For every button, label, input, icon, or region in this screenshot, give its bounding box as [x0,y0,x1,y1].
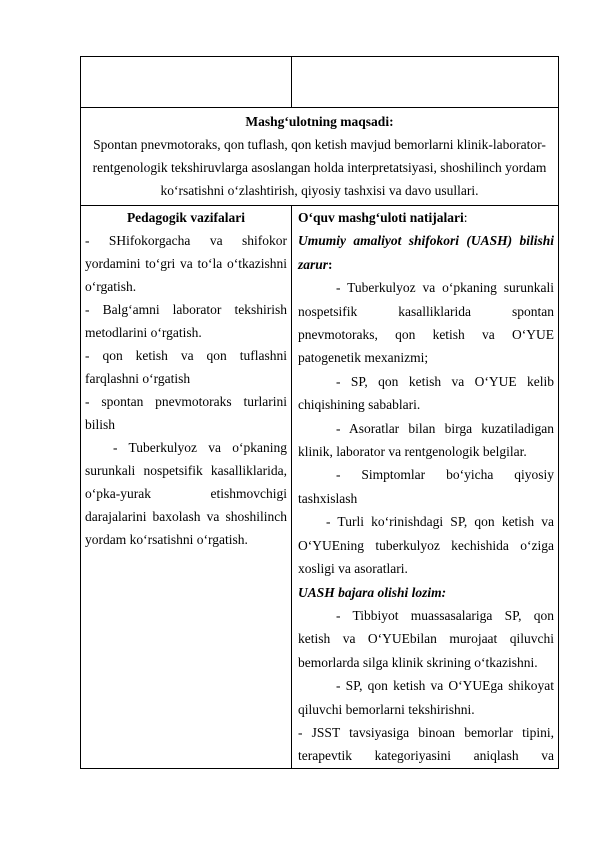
lesson-table [80,56,559,769]
results-cell [292,206,559,769]
empty-header-row [81,57,559,108]
must-do-item: - Tibbiyot muassasalariga SP, qon ketish va O‘YUEbilan murojaat qiluvchi bemorlarda silga klinik skrining o‘tkazishni. [298,607,554,670]
tasks-cell [81,206,292,769]
goal-heading: Mashg‘ulotning maqsadi: [245,114,394,129]
task-item: - qon ketish va qon tuflashni farqlashni o‘rgatish [85,348,287,386]
empty-cell-left [81,57,292,108]
task-item: - spontan pnevmotoraks turlarini bilish [85,394,287,432]
goal-text: Spontan pnevmotoraks, qon tuflash, qon ketish mavjud bemorlarni klinik-laborator-rentgenologik tekshiruvlarga asoslangan holda interpretatsiyasi, shoshilinch yordam ko‘rsatishni o‘zlashtirish, qiyosiy tashxisi va davo usullari. [92,137,547,198]
must-know-label: Umumiy amaliyot shifokori (UASH) bilishi zarur [298,233,554,272]
must-know-line [298,229,554,276]
tasks-heading: Pedagogik vazifalari [126,210,246,225]
must-know-suffix: : [328,256,333,272]
task-item: - Balg‘amni laborator tekshirish metodlarini o‘rgatish. [85,302,287,340]
task-item: - SHifokorgacha va shifokor yordamini to‘gri va to‘la o‘tkazishni o‘rgatish. [85,233,287,294]
goal-row [81,108,559,206]
must-know-item: - Tuberkulyoz va o‘pkaning surunkali nospetsifik kasalliklarida spontan pnevmotoraks, qon ketish va O‘YUE patogenetik mexanizmi; [298,280,554,366]
content-row [81,206,559,769]
empty-cell-right [292,57,559,108]
must-do-label: UASH bajara olishi lozim: [298,584,447,600]
task-item: - Tuberkulyoz va o‘pkaning surunkali nospetsifik kasalliklarida, o‘pka-yurak etishmovchigi darajalarini baxolash va shoshilinch yordam ko‘rsatishni o‘rgatish. [85,440,287,547]
must-know-item: - Simptomlar bo‘yicha qiyosiy tashxislash [298,467,554,506]
must-do-item: - JSST tavsiyasiga binoan bemorlar tipini, terapevtik kategoriyasini aniqlash va [298,724,554,764]
must-know-item: - Asoratlar bilan birga kuzatiladigan klinik, laborator va rentgenologik belgilar. [298,420,554,460]
goal-cell [81,108,559,206]
must-know-item: - Turli ko‘rinishdagi SP, qon ketish va O‘YUEning tuberkulyoz kechishida o‘ziga xosligi va asoratlari. [298,514,554,577]
results-heading-suffix: : [463,210,468,225]
must-know-item: - SP, qon ketish va O‘YUE kelib chiqishining sabablari. [298,373,554,413]
must-do-item: - SP, qon ketish va O‘YUEga shikoyat qiluvchi bemorlarni tekshirishni. [298,678,554,717]
results-heading: O‘quv mashg‘uloti natijalari [298,210,464,225]
results-heading-line [298,206,554,229]
